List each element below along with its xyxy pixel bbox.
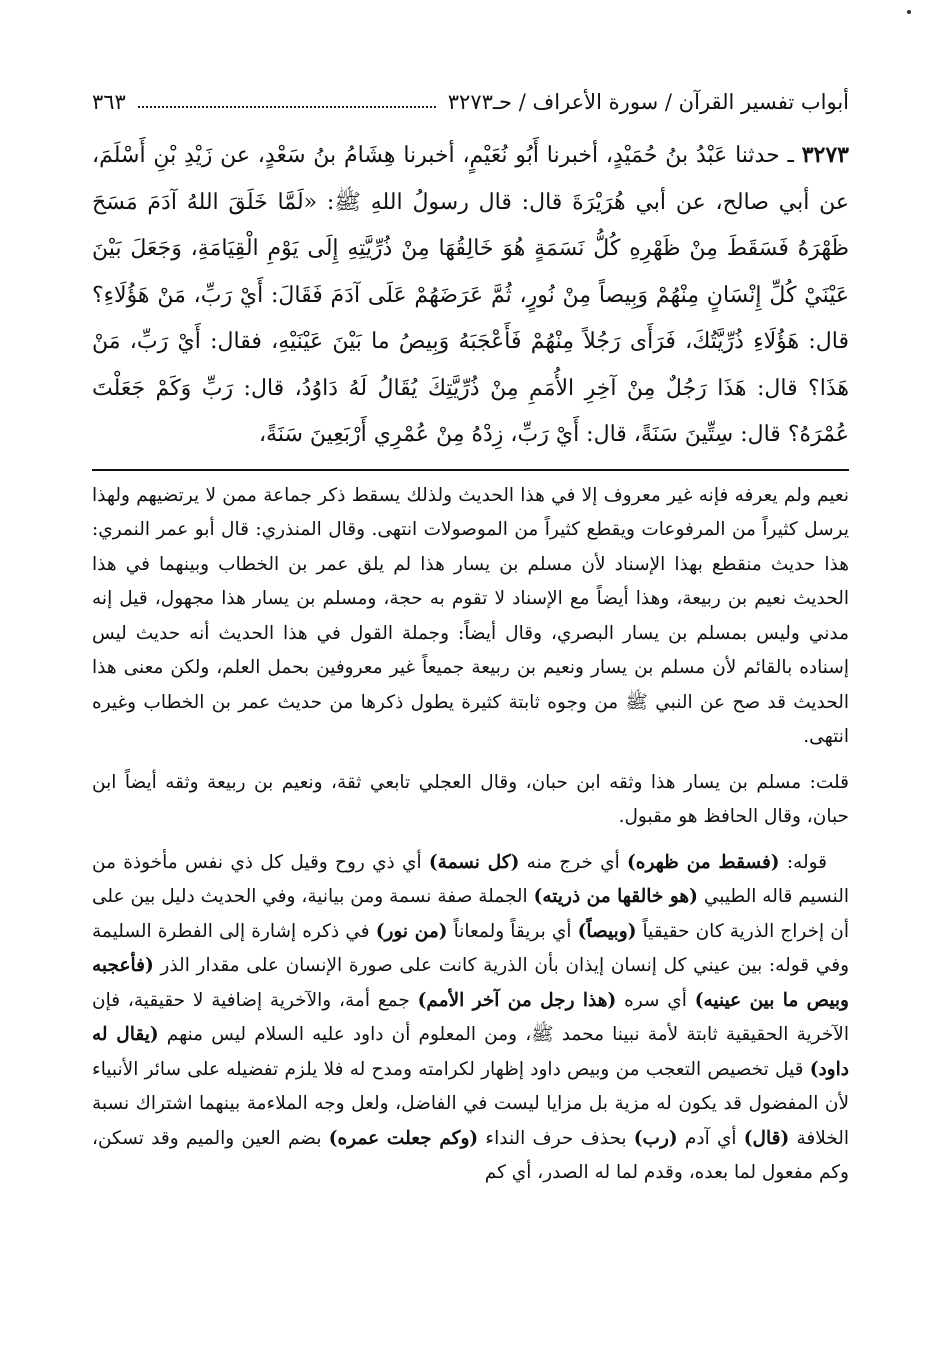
quoted-phrase: (قال) [743,1127,790,1149]
footnote-divider [92,469,849,471]
header-title: أبواب تفسير القرآن / سورة الأعراف / حـ٣٢٧٣ [447,90,849,114]
hadith-number: ٣٢٧٣ [801,142,849,168]
text-run: قوله: [779,851,828,873]
text-run: في ذكره إشارة إلى الفطرة السليمة وفي قوله: بين عيني كل إنسان إيذان بأن الذرية كانت على صورة الإنسان على مقدار الذر [92,920,849,976]
page-number: ٣٦٣ [92,90,126,114]
text-run: أي آدم [677,1127,744,1149]
text-run: جمع أمة، والآخرية إضافية لا حقيقية، فإن الآخرية الحقيقية ثابتة لأمة نبينا محمد ﷺ، ومن المعلوم أن داود عليه السلام ليس منهم [92,989,849,1045]
scan-speck [907,10,911,14]
text-run: أي بريقاً ولمعاناً [447,920,578,942]
running-header [92,78,849,126]
hadith-text: ـ حدثنا عَبْدُ بنُ حُمَيْدٍ، أخبرنا أَبُو نُعَيْمٍ، أخبرنا هِشَامُ بنُ سَعْدٍ، عن زَيْدِ بْنِ أَسْلَمَ، عن أبي صالح، عن أبي هُرَيْرَةَ قال: قال رسولُ اللهِ ﷺ: «لَمَّا خَلَقَ اللهُ آدَمَ مَسَحَ ظَهْرَهُ فَسَقَطَ مِنْ ظَهْرِهِ كُلُّ نَسَمَةٍ هُوَ خَالِقُهَا مِنْ ذُرِّيَّتِهِ إِلَى يَوْمِ الْقِيَامَةِ، وَجَعَلَ بَيْنَ عَيْنَيْ كُلِّ إِنْسَانٍ مِنْهُمْ وَبِيصاً مِنْ نُورٍ، ثُمَّ عَرَضَهُمْ عَلَى آدَمَ فَقَالَ: أَيْ رَبِّ، مَنْ هَؤُلَاءِ؟ قال: هَؤُلَاءِ ذُرِّيَّتُكَ، فَرَأَى رَجُلاً مِنْهُمْ فَأَعْجَبَهُ وَبِيصُ ما بَيْنَ عَيْنَيْهِ، فقال: أَيْ رَبِّ، مَنْ هَذَا؟ قال: هَذَا رَجُلٌ مِنْ آخِرِ الأُمَمِ مِنْ ذُرِّيَّتِكَ يُقَالُ لَهُ دَاوُدُ، قال: رَبِّ وَكَمْ جَعَلْتَ عُمْرَهُ؟ قال: سِتِّينَ سَنَةً، قال: أَيْ رَبِّ، زِدْهُ مِنْ عُمْرِي أَرْبَعِينَ سَنَةً، [92,143,849,447]
header-dot-leader [138,106,436,108]
quoted-phrase: (كل نسمة) [428,851,520,873]
quoted-phrase: (من نور) [375,920,448,942]
commentary-paragraph-2: قلت: مسلم بن يسار هذا وثقه ابن حبان، وقال العجلي تابعي ثقة، ونعيم بن ربيعة وثقه أيضاً ابن حبان، وقال الحافظ هو مقبول. [92,771,849,827]
text-run: بحذف حرف النداء [478,1127,634,1149]
commentary-paragraph-3 [92,846,849,1191]
text-run: قيل تخصيص التعجب من وبيص داود إظهار لكرامته ومدح له فلا يلزم تفضيله على سائر الأنبياء لأن المفضول قد يكون له مزية بل مزايا ليست في الفاضل، ولعل وجه الملاءمة بينهما اشتراك نسبة الخلافة [92,1058,849,1149]
commentary-paragraph-1: نعيم ولم يعرفه فإنه غير معروف إلا في هذا الحديث ولذلك يسقط ذكر جماعة ممن لا يرتضيهم ولهذا يرسل كثيراً من المرفوعات ويقطع كثيراً من الموصولات انتهى. وقال المنذري: قال أبو عمر النمري: هذا حديث منقطع بهذا الإسناد لأن مسلم بن يسار هذا لم يلق عمر بن الخطاب وبينهما في هذا الحديث نعيم بن ربيعة، وهذا أيضاً مع الإسناد لا تقوم به حجة، ومسلم بن يسار هذا مجهول، قيل إنه مدني وليس بمسلم بن يسار البصري، وقال أيضاً: وجملة القول في هذا الحديث أنه حديث ليس إسناده بالقائم لأن مسلم بن يسار ونعيم بن ربيعة جميعاً غير معروفين بحمل العلم، ولكن معنى هذا الحديث قد صح عن النبي ﷺ من وجوه ثابتة كثيرة يطول ذكرها من حديث عمر بن الخطاب وغيره انتهى. [92,484,849,747]
quoted-phrase: (وكم جعلت عمره) [328,1127,479,1149]
quoted-phrase: (يقال له داود) [92,1024,849,1080]
quoted-phrase: (رب) [633,1127,678,1149]
text-run: أي خرج منه [519,851,627,873]
text-run: أي ذي روح وقيل كل ذي نفس مأخوذة من النسيم قاله الطيبي [92,851,849,907]
text-run: أي سره [616,989,695,1011]
quoted-phrase: (فسقط من ظهره) [627,851,780,873]
quoted-phrase: (فأعجبه وبيص ما بين عينيه) [92,955,849,1011]
book-page [92,78,849,1202]
text-run: الجملة صفة نسمة ومن بيانية، وفي الحديث دليل بين على أن إخراج الذرية كان حقيقياً [92,886,849,942]
hadith-text-block [92,132,849,459]
text-run: بضم العين والميم وقد تسكن، وكم مفعول لما بعده، وقدم لما له الصدر، أي كم [92,1127,849,1183]
quoted-phrase: (هذا رجل من آخر الأمم) [417,989,617,1011]
commentary-block [92,479,849,1191]
quoted-phrase: (وبيصاً) [577,920,637,942]
quoted-phrase: (هو خالقها من ذريته) [533,886,698,907]
